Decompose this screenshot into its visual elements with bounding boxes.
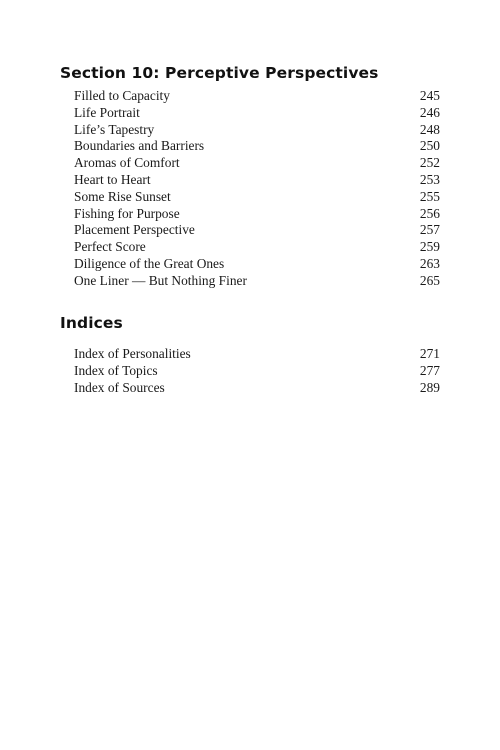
toc-list <box>60 346 440 396</box>
entry-title: Index of Topics <box>74 362 158 378</box>
toc-entry[interactable] <box>60 273 440 290</box>
section-title: Section 10: Perceptive Perspectives <box>60 64 379 82</box>
entry-page-number: 271 <box>419 346 440 361</box>
toc-entry[interactable] <box>60 346 440 363</box>
section-title: Indices <box>60 314 123 332</box>
toc-entry[interactable] <box>60 239 440 256</box>
entry-title: Diligence of the Great Ones <box>74 255 225 271</box>
entry-title: Boundaries and Barriers <box>74 138 205 154</box>
toc-entry[interactable] <box>60 105 440 122</box>
toc-entry[interactable] <box>60 155 440 172</box>
entry-title: One Liner — But Nothing Finer <box>74 272 247 288</box>
toc-entry[interactable] <box>60 88 440 105</box>
entry-title: Placement Perspective <box>74 222 195 238</box>
entry-title: Life’s Tapestry <box>74 121 155 137</box>
entry-page-number: 257 <box>419 222 440 238</box>
entry-page-number: 265 <box>419 272 440 288</box>
entry-title: Some Rise Sunset <box>74 188 171 204</box>
toc-entry[interactable] <box>60 222 440 239</box>
entry-title: Aromas of Comfort <box>74 155 180 171</box>
entry-page-number: 277 <box>419 362 440 378</box>
indices-section <box>60 314 440 396</box>
entry-page-number: 252 <box>419 155 440 171</box>
entry-page-number: 255 <box>419 188 440 204</box>
entry-title: Filled to Capacity <box>74 88 170 103</box>
entry-page-number: 248 <box>419 121 440 137</box>
toc-entry[interactable] <box>60 363 440 380</box>
toc-list <box>60 88 440 290</box>
toc-entry[interactable] <box>60 380 440 397</box>
entry-page-number: 263 <box>419 255 440 271</box>
entry-page-number: 246 <box>419 104 440 120</box>
entry-title: Heart to Heart <box>74 171 151 187</box>
toc-entry[interactable] <box>60 138 440 155</box>
toc-entry[interactable] <box>60 122 440 139</box>
entry-page-number: 256 <box>419 205 440 221</box>
toc-entry[interactable] <box>60 189 440 206</box>
entry-page-number: 253 <box>419 171 440 187</box>
toc-entry[interactable] <box>60 172 440 189</box>
toc-entry[interactable] <box>60 206 440 223</box>
entry-title: Fishing for Purpose <box>74 205 180 221</box>
entry-page-number: 245 <box>419 88 440 103</box>
section-10 <box>60 64 440 290</box>
toc-entry[interactable] <box>60 256 440 273</box>
entry-title: Life Portrait <box>74 104 140 120</box>
entry-page-number: 259 <box>419 239 440 255</box>
entry-title: Index of Personalities <box>74 346 191 361</box>
entry-title: Index of Sources <box>74 379 165 395</box>
entry-page-number: 250 <box>419 138 440 154</box>
entry-title: Perfect Score <box>74 239 146 255</box>
entry-page-number: 289 <box>419 379 440 395</box>
